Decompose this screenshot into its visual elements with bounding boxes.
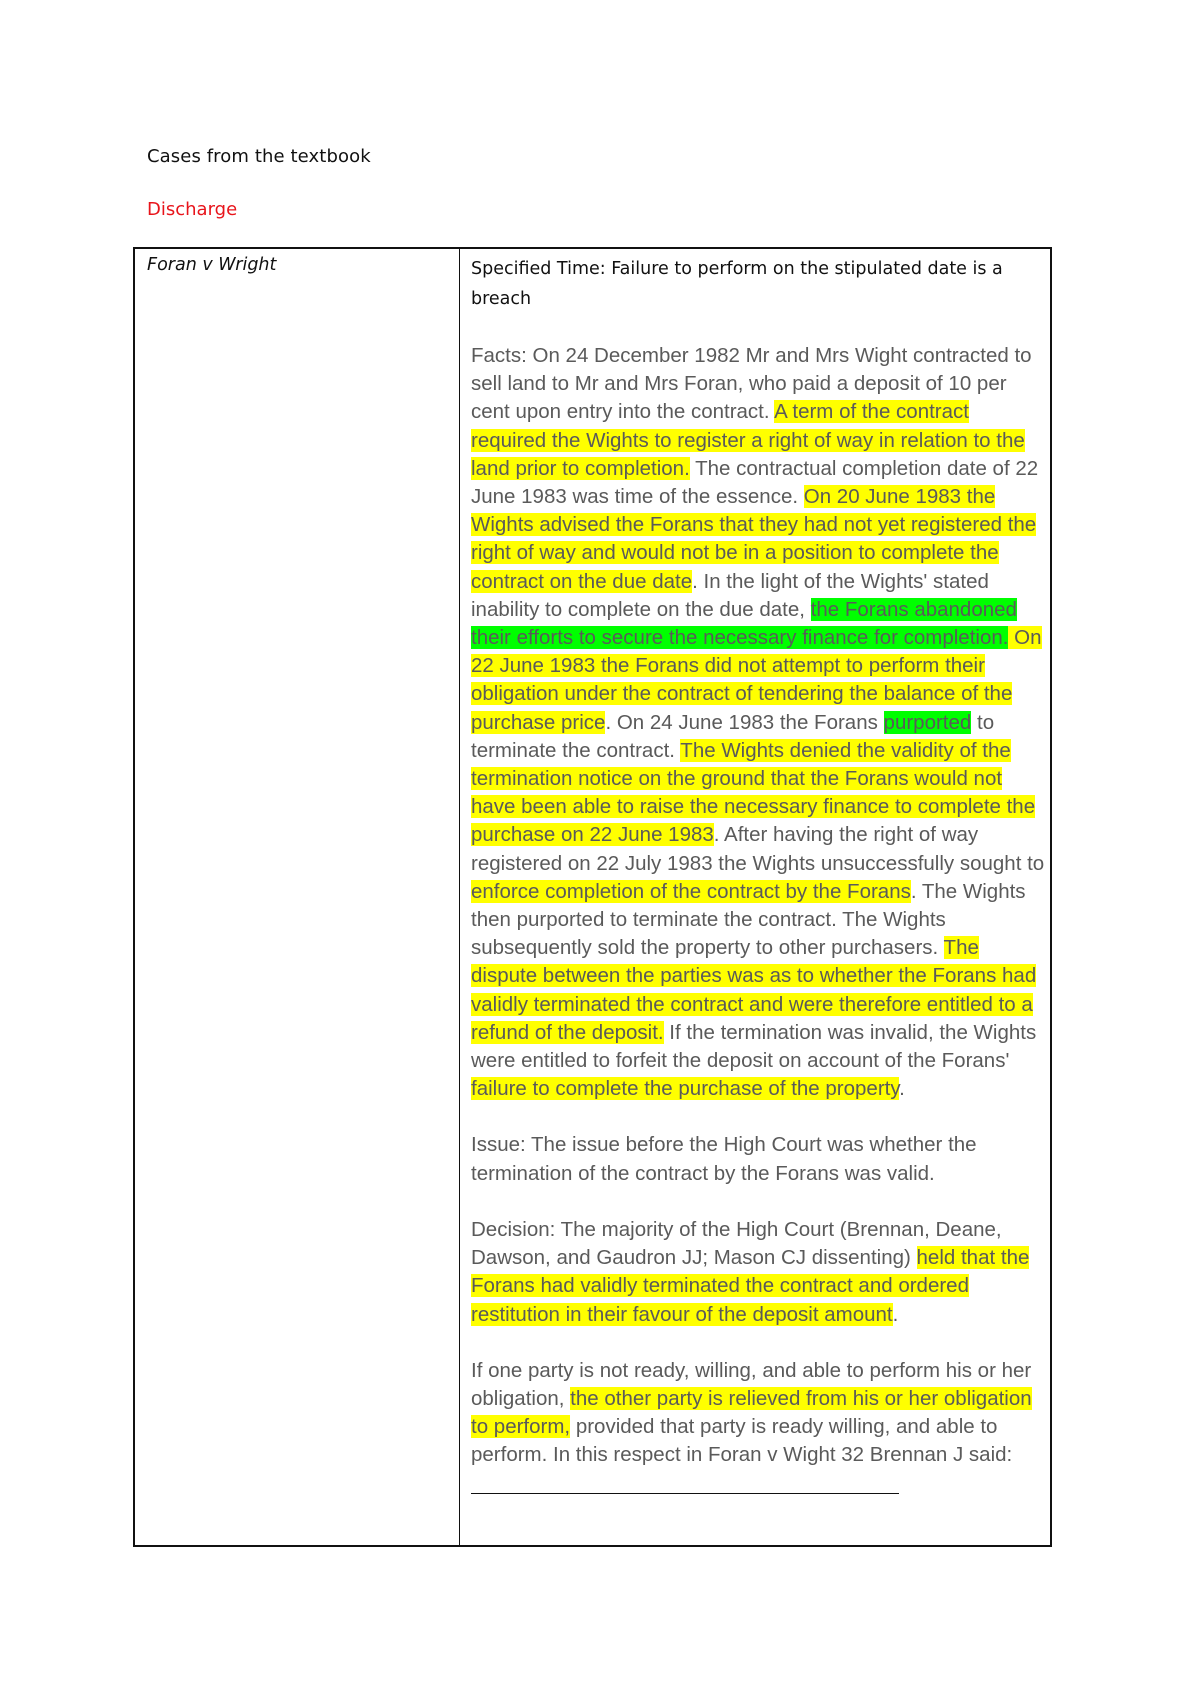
case-details-cell: [471, 254, 1046, 1498]
text-segment: The contractual completion date of 22 June 1983 was time of the essence.: [471, 456, 1039, 509]
text-segment: . In the light of the Wights' stated inability to complete on the due date,: [471, 569, 989, 621]
rule-statement: Specified Time: Failure to perform on the stipulated date is a breach: [471, 259, 1003, 309]
text-segment: . On 24 June 1983 the Forans: [605, 710, 884, 734]
table-border-segment: [459, 1545, 471, 1547]
column-divider: [459, 249, 460, 1545]
highlighted-text-yellow: On 20 June 1983 the Wights advised the Forans that they had not yet registered the right of way and would not be in a position to complete the contract on the due date: [471, 485, 1037, 593]
decision-paragraph: [471, 1216, 1046, 1329]
highlighted-text-green: the Forans abandoned their efforts to secure the necessary finance for completion.: [471, 597, 1017, 650]
text-segment: to terminate the contract.: [471, 710, 995, 762]
text-segment: .: [892, 1302, 899, 1326]
quote-underline: [471, 1473, 899, 1494]
highlighted-text-yellow: On 22 June 1983 the Forans did not attempt to perform their obligation under the contract of tendering the balance of the purchase price: [471, 626, 1042, 734]
text-segment: . After having the right of way registered on 22 July 1983 the Wights unsuccessfully sought to: [471, 823, 1045, 875]
case-name-cell: Foran v Wright: [147, 255, 277, 275]
text-segment: Issue: The issue before the High Court was whether the termination of the contract by the Forans was valid.: [471, 1133, 977, 1185]
highlighted-text-yellow: A term of the contract required the Wights to register a right of way in relation to the land prior to completion.: [471, 400, 1025, 480]
highlighted-text-yellow: enforce completion of the contract by the Forans: [471, 879, 911, 903]
document-title: Cases from the textbook: [147, 146, 371, 167]
section-heading-discharge: Discharge: [147, 199, 238, 220]
text-segment: . The Wights then purported to terminate the contract. The Wights subsequently sold the property to other purchasers.: [471, 879, 1026, 960]
highlighted-text-yellow: The Wights denied the validity of the termination notice on the ground that the Forans would not have been able to raise the necessary finance to complete the purchase on 22 June 1983: [471, 738, 1036, 847]
facts-paragraph: [471, 342, 1046, 1103]
case-table: [133, 247, 1052, 1547]
issue-paragraph: [471, 1131, 1046, 1187]
text-segment: If the termination was invalid, the Wights were entitled to forfeit the deposit on account of the Forans': [471, 1020, 1037, 1073]
text-segment: Facts: On 24 December 1982 Mr and Mrs Wight contracted to sell land to Mr and Mrs Foran, who paid a deposit of 10 per cent upon entry into the contract.: [471, 344, 1032, 424]
text-segment: provided that party is ready willing, and able to perform. In this respect in Foran v Wight 32 Brennan J said:: [471, 1415, 1013, 1467]
highlighted-text-yellow: held that the Forans had validly terminated the contract and ordered restitution in their favour of the deposit amount: [471, 1246, 1030, 1326]
highlighted-text-yellow: the other party is relieved from his or her obligation to perform,: [471, 1386, 1032, 1439]
principle-paragraph: [471, 1357, 1046, 1498]
text-segment: .: [899, 1077, 905, 1101]
highlighted-text-yellow: failure to complete the purchase of the property: [471, 1077, 900, 1101]
text-segment: Decision: The majority of the High Court (Brennan, Deane, Dawson, and Gaudron JJ; Mason CJ dissenting): [471, 1217, 1002, 1270]
highlighted-text-yellow: The dispute between the parties was as to whether the Forans had validly terminated the contract and were therefore entitled to a refund of the deposit.: [471, 936, 1037, 1044]
highlighted-text-green: purported: [883, 710, 972, 734]
text-segment: If one party is not ready, willing, and able to perform his or her obligation,: [471, 1358, 1032, 1410]
